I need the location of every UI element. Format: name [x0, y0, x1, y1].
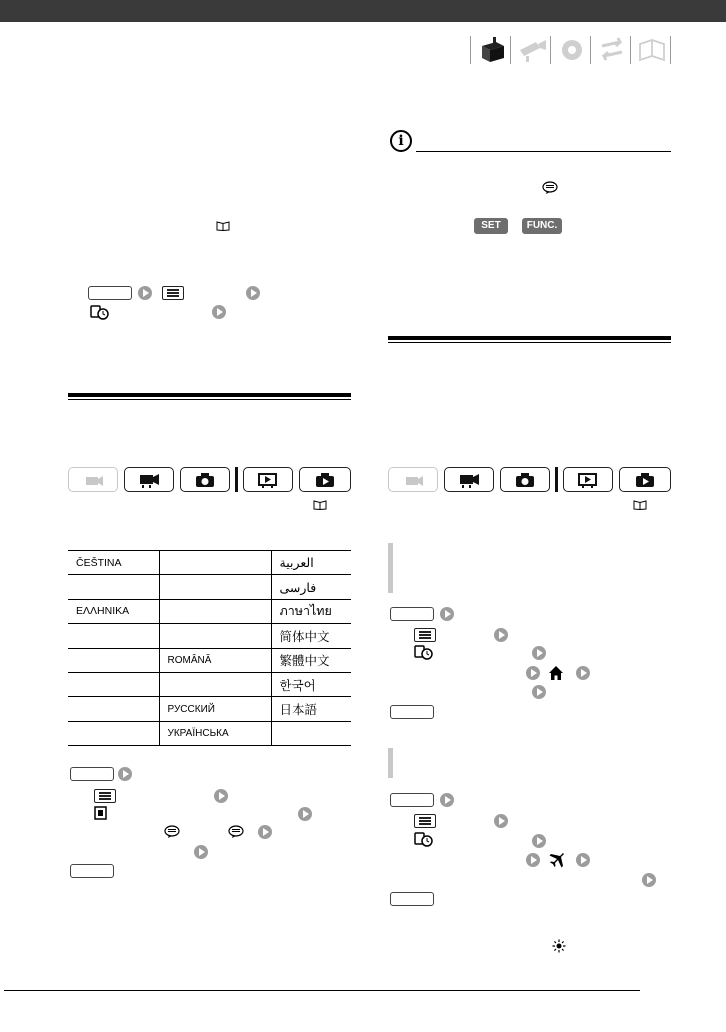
mode-bar: [388, 467, 671, 492]
sun-icon: [552, 939, 566, 953]
arrow-right-icon: [214, 789, 228, 803]
setup-clock-icon: [414, 831, 434, 847]
arrow-right-icon: [212, 305, 226, 319]
arrow-right-icon: [526, 666, 540, 680]
mode-bar: [68, 467, 351, 492]
table-cell[interactable]: [271, 721, 351, 745]
arrow-right-icon: [526, 853, 540, 867]
arrow-right-icon: [440, 793, 454, 807]
menu-icon[interactable]: [94, 789, 116, 803]
menu-icon[interactable]: [162, 286, 184, 300]
arrow-right-icon: [440, 607, 454, 621]
menu-icon[interactable]: [414, 628, 436, 642]
func-button[interactable]: [390, 705, 434, 719]
mode-play-movie-button[interactable]: [243, 467, 293, 492]
mode-play-photo-button[interactable]: [299, 467, 351, 492]
section-rule: [388, 336, 671, 340]
arrow-right-icon: [642, 873, 656, 887]
chapter-tabs: [470, 0, 670, 70]
table-row: [68, 599, 351, 623]
note-rule: [416, 151, 671, 152]
table-cell[interactable]: [159, 551, 271, 575]
table-cell[interactable]: [68, 624, 159, 648]
arrow-right-icon: [532, 646, 546, 660]
language-table: [68, 550, 351, 746]
auto-camcorder-icon: [402, 472, 424, 488]
speech-bubble-icon: [164, 825, 180, 839]
table-cell[interactable]: [68, 697, 159, 721]
mode-separator: [235, 467, 238, 492]
movie-icon: [457, 472, 481, 488]
table-cell[interactable]: العربية: [271, 551, 351, 575]
table-cell[interactable]: [159, 624, 271, 648]
arrow-right-icon: [194, 845, 208, 859]
home-icon: [548, 665, 564, 681]
func-button[interactable]: [70, 767, 114, 781]
table-cell[interactable]: 简体中文: [271, 624, 351, 648]
book-icon: [634, 34, 670, 64]
arrow-right-icon: [298, 807, 312, 821]
func-button[interactable]: [390, 892, 434, 906]
table-cell[interactable]: [68, 575, 159, 599]
tab-separator: [630, 36, 631, 64]
table-cell[interactable]: ΕΛΛΗΝΙΚΑ: [68, 599, 159, 623]
camera-icon: [554, 34, 590, 64]
speech-bubble-icon: [542, 181, 558, 195]
table-cell[interactable]: 繁體中文: [271, 648, 351, 672]
subsection-marker: [388, 748, 393, 778]
table-cell[interactable]: [68, 672, 159, 696]
auto-camcorder-icon: [82, 472, 104, 488]
movie-icon: [137, 472, 161, 488]
book-reference-icon: [216, 221, 230, 231]
arrow-right-icon: [576, 853, 590, 867]
play-movie-icon: [256, 472, 280, 488]
arrow-right-icon: [138, 286, 152, 300]
setup-clock-icon: [90, 304, 110, 320]
play-movie-icon: [576, 472, 600, 488]
table-cell[interactable]: 日本語: [271, 697, 351, 721]
mode-photo-button[interactable]: [500, 467, 550, 492]
table-row: [68, 721, 351, 745]
play-photo-icon: [635, 472, 655, 488]
table-cell[interactable]: [68, 721, 159, 745]
table-cell[interactable]: ČEŠTINA: [68, 551, 159, 575]
section-rule: [68, 393, 351, 397]
menu-icon[interactable]: [414, 814, 436, 828]
table-cell[interactable]: ROMÂNĂ: [159, 648, 271, 672]
table-cell[interactable]: 한국어: [271, 672, 351, 696]
arrow-right-icon: [532, 685, 546, 699]
book-reference-icon: [633, 500, 647, 510]
section-rule-thin: [68, 399, 351, 400]
setup-clock-icon: [414, 644, 434, 660]
tab-separator: [470, 36, 471, 64]
play-photo-icon: [315, 472, 335, 488]
mode-photo-button[interactable]: [180, 467, 230, 492]
footer-rule: [4, 990, 640, 991]
tab-separator: [670, 36, 671, 64]
set-tag: SET: [474, 218, 508, 234]
func-tag: FUNC.: [522, 218, 562, 234]
arrow-right-icon: [118, 767, 132, 781]
arrow-right-icon: [532, 834, 546, 848]
airplane-icon: [548, 851, 566, 869]
func-button[interactable]: [70, 864, 114, 878]
camcorder-icon: [514, 34, 550, 64]
mode-movie-button[interactable]: [444, 467, 494, 492]
table-cell[interactable]: [159, 672, 271, 696]
camera-icon: [515, 472, 535, 488]
mode-auto-button: [388, 467, 438, 492]
func-button[interactable]: [390, 793, 434, 807]
setup-display-icon: [94, 806, 108, 820]
arrow-right-icon: [494, 814, 508, 828]
func-button[interactable]: [390, 607, 434, 621]
mode-separator: [555, 467, 558, 492]
mode-movie-button[interactable]: [124, 467, 174, 492]
table-cell[interactable]: РУССКИЙ: [159, 697, 271, 721]
speech-bubble-icon: [228, 825, 244, 839]
section-rule-thin: [388, 342, 671, 343]
table-cell[interactable]: УКРАЇНСЬКА: [159, 721, 271, 745]
table-row: [68, 672, 351, 696]
gift-box-icon: [474, 34, 510, 64]
table-row: [68, 624, 351, 648]
table-cell[interactable]: [159, 599, 271, 623]
arrow-right-icon: [258, 825, 272, 839]
transfer-arrows-icon: [594, 34, 630, 64]
table-cell[interactable]: [159, 575, 271, 599]
book-reference-icon: [313, 500, 327, 510]
mode-play-movie-button[interactable]: [563, 467, 613, 492]
table-row: [68, 551, 351, 575]
table-cell[interactable]: ภาษาไทย: [271, 599, 351, 623]
tab-separator: [550, 36, 551, 64]
camera-icon: [195, 472, 215, 488]
mode-play-photo-button[interactable]: [619, 467, 671, 492]
subsection-marker: [388, 543, 393, 593]
table-row: [68, 648, 351, 672]
arrow-right-icon: [494, 628, 508, 642]
tab-separator: [590, 36, 591, 64]
table-row: [68, 575, 351, 599]
arrow-right-icon: [576, 666, 590, 680]
table-cell[interactable]: فارسی: [271, 575, 351, 599]
table-row: [68, 697, 351, 721]
table-cell[interactable]: [68, 648, 159, 672]
tab-separator: [510, 36, 511, 64]
mode-auto-button: [68, 467, 118, 492]
func-button[interactable]: [88, 286, 132, 300]
info-icon: [390, 130, 412, 152]
arrow-right-icon: [246, 286, 260, 300]
